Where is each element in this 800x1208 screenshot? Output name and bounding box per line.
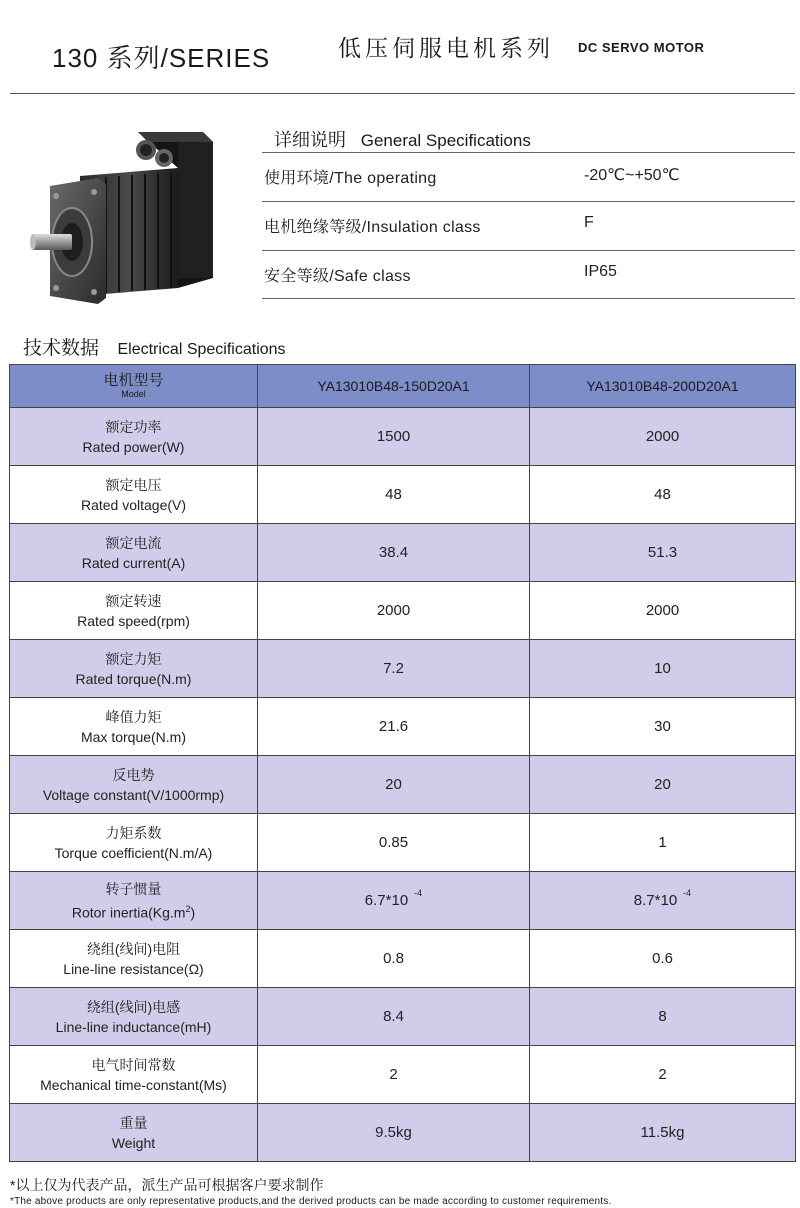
series-title: 130 系列/SERIES [52, 43, 271, 73]
param-name-en [10, 899, 257, 923]
param-name-en [10, 437, 257, 457]
general-spec-label: 电机绝缘等级/Insulation class [264, 219, 481, 236]
electrical-specs-title-en: Electrical Specifications [117, 341, 286, 358]
param-cell [10, 1046, 258, 1104]
footnote-en: *The above products are only representative products,and the derived products can be made according to customer requirements. [10, 1196, 612, 1207]
spec-value: 48 [385, 486, 402, 503]
spec-value: 8 [658, 1008, 667, 1025]
model-2-value-cell [530, 582, 796, 640]
param-cell [10, 930, 258, 988]
param-name-cn: 额定电压 [105, 476, 162, 493]
spec-value: 2000 [645, 428, 680, 445]
param-name-cn: 额定力矩 [105, 650, 162, 667]
general-specs-heading [274, 126, 531, 152]
model-1-value-cell [258, 466, 530, 524]
param-name-cn: 峰值力矩 [105, 708, 162, 725]
param-name-en [10, 959, 257, 979]
general-spec-value: -20℃~+50℃ [584, 167, 680, 184]
model-header-cell [10, 365, 258, 408]
table-row [10, 988, 796, 1046]
spec-value: 20 [654, 776, 671, 793]
product-title-en: DC SERVO MOTOR [578, 40, 705, 55]
param-cell [10, 408, 258, 466]
spec-value: 30 [654, 718, 671, 735]
param-name-en-text: Torque coefficient(N.m/A) [54, 844, 213, 861]
table-row [10, 814, 796, 872]
param-cell [10, 466, 258, 524]
table-row [10, 930, 796, 988]
model-2-value-cell [530, 872, 796, 930]
spec-value: 7.2 [383, 660, 404, 677]
spec-value: 38.4 [378, 544, 409, 561]
model-2-value-cell [530, 988, 796, 1046]
param-cell [10, 1104, 258, 1162]
param-name-en-tail: ) [190, 904, 196, 921]
model-1-value-cell [258, 814, 530, 872]
table-row [10, 408, 796, 466]
model-1-value-cell [258, 524, 530, 582]
param-cell [10, 582, 258, 640]
general-spec-label: 使用环境/The operating [264, 170, 437, 187]
table-row [10, 582, 796, 640]
spec-value: 0.6 [652, 950, 673, 967]
spec-value: 48 [654, 486, 671, 503]
model-1-value-cell [258, 698, 530, 756]
spec-value: 1 [658, 834, 667, 851]
param-cell [10, 988, 258, 1046]
param-cell [10, 756, 258, 814]
param-name-en-text: Rated voltage(V) [80, 496, 187, 513]
model-1-value-cell [258, 582, 530, 640]
spec-value: 0.8 [383, 950, 404, 967]
param-name-en [10, 495, 257, 515]
table-row [10, 872, 796, 930]
param-name-en-text: Rated torque(N.m) [75, 670, 192, 687]
param-name-cn: 电气时间常数 [91, 1056, 176, 1073]
spec-value: 2000 [645, 602, 680, 619]
servo-motor-image [28, 128, 228, 308]
param-name-cn: 反电势 [112, 766, 155, 783]
general-specs-title-cn: 详细说明 [274, 130, 346, 150]
model-label-cn: 电机型号 [103, 372, 164, 389]
spec-value-exponent: -4 [683, 888, 692, 898]
spec-value: 2 [658, 1066, 667, 1083]
param-name-en-text: Weight [111, 1134, 156, 1151]
model-2-value-cell [530, 930, 796, 988]
param-cell [10, 814, 258, 872]
spec-value: 10 [654, 660, 671, 677]
param-name-en-text: Mechanical time-constant(Ms) [40, 1076, 227, 1093]
param-name-en-text: Voltage constant(V/1000rmp) [42, 786, 225, 803]
general-spec-value: F [584, 214, 594, 231]
general-spec-row [262, 201, 795, 250]
general-specs-title-en: General Specifications [360, 131, 531, 150]
param-name-en [10, 669, 257, 689]
spec-value: 0.85 [378, 834, 409, 851]
page-header [0, 0, 800, 94]
table-body [10, 408, 796, 1162]
electrical-spec-table [9, 364, 796, 1162]
model-2-value-cell [530, 698, 796, 756]
model-1-value-cell [258, 756, 530, 814]
model-2-value-cell [530, 408, 796, 466]
param-name-en [10, 1075, 257, 1095]
header-divider [10, 93, 795, 94]
model-1-value-cell [258, 872, 530, 930]
general-spec-row [262, 250, 795, 299]
param-cell [10, 640, 258, 698]
model-label-en: Model [121, 389, 146, 399]
table-row [10, 466, 796, 524]
model-2-value-cell [530, 466, 796, 524]
param-name-cn: 转子惯量 [105, 880, 162, 897]
model-2-header: YA13010B48-200D20A1 [530, 365, 796, 408]
footnote-cn: *以上仅为代表产品，派生产品可根据客户要求制作 [10, 1177, 324, 1193]
table-row [10, 698, 796, 756]
electrical-specs-heading [23, 333, 286, 360]
param-name-en [10, 553, 257, 573]
model-1-value-cell [258, 930, 530, 988]
param-name-cn: 重量 [119, 1114, 148, 1131]
spec-value: 20 [385, 776, 402, 793]
spec-value: 8.4 [383, 1008, 404, 1025]
product-title-cn: 低压伺服电机系列 [338, 35, 554, 61]
param-name-en [10, 1017, 257, 1037]
general-spec-row [262, 152, 795, 201]
model-2-value-cell [530, 1104, 796, 1162]
spec-value: 21.6 [378, 718, 409, 735]
model-1-value-cell [258, 1104, 530, 1162]
model-2-value-cell [530, 524, 796, 582]
spec-value: 9.5kg [375, 1124, 412, 1141]
param-name-cn: 绕组(线间)电阻 [86, 940, 181, 957]
model-2-value-cell [530, 756, 796, 814]
param-name-en-text: Max torque(N.m) [80, 728, 187, 745]
param-name-cn: 额定电流 [105, 534, 162, 551]
model-1-value-cell [258, 1046, 530, 1104]
model-1-value-cell [258, 988, 530, 1046]
spec-value: 2000 [376, 602, 411, 619]
table-row [10, 756, 796, 814]
table-row [10, 1104, 796, 1162]
param-name-en [10, 727, 257, 747]
spec-value: 2 [389, 1066, 398, 1083]
spec-value: 8.7*10 [633, 892, 678, 909]
param-name-en-text: Line-line inductance(mH) [55, 1018, 212, 1035]
spec-value: 11.5kg [640, 1124, 685, 1141]
table-row [10, 640, 796, 698]
spec-value: 1500 [376, 428, 411, 445]
table-row [10, 1046, 796, 1104]
param-name-en-text: Rated power(W) [82, 438, 185, 455]
model-1-value-cell [258, 408, 530, 466]
param-name-en-text: Line-line resistance(Ω) [63, 960, 204, 977]
model-1-header: YA13010B48-150D20A1 [258, 365, 530, 408]
param-cell [10, 524, 258, 582]
param-name-cn: 力矩系数 [105, 824, 162, 841]
param-name-en-text: Rated current(A) [81, 554, 186, 571]
table-header-row [10, 365, 796, 408]
param-unit-superscript: 2 [185, 903, 191, 914]
model-2-value-cell [530, 640, 796, 698]
model-2-value-cell [530, 1046, 796, 1104]
spec-value-exponent: -4 [414, 888, 423, 898]
param-name-cn: 额定功率 [105, 418, 162, 435]
spec-value: 6.7*10 [364, 892, 409, 909]
param-name-cn: 额定转速 [105, 592, 162, 609]
param-name-en-text: Rotor inertia(Kg.m [71, 904, 186, 921]
param-name-en [10, 843, 257, 863]
model-2-value-cell [530, 814, 796, 872]
table-row [10, 524, 796, 582]
model-1-value-cell [258, 640, 530, 698]
electrical-specs-title-cn: 技术数据 [23, 338, 100, 359]
general-spec-value: IP65 [584, 263, 617, 280]
param-name-en-text: Rated speed(rpm) [77, 612, 190, 629]
param-name-cn: 绕组(线间)电感 [86, 998, 181, 1015]
param-cell [10, 872, 258, 930]
param-cell [10, 698, 258, 756]
spec-value: 51.3 [647, 544, 678, 561]
general-spec-label: 安全等级/Safe class [264, 268, 411, 285]
param-name-en [10, 611, 257, 631]
param-name-en [10, 785, 257, 805]
param-name-en [10, 1133, 257, 1153]
general-specs-bottom-rule [262, 298, 795, 299]
